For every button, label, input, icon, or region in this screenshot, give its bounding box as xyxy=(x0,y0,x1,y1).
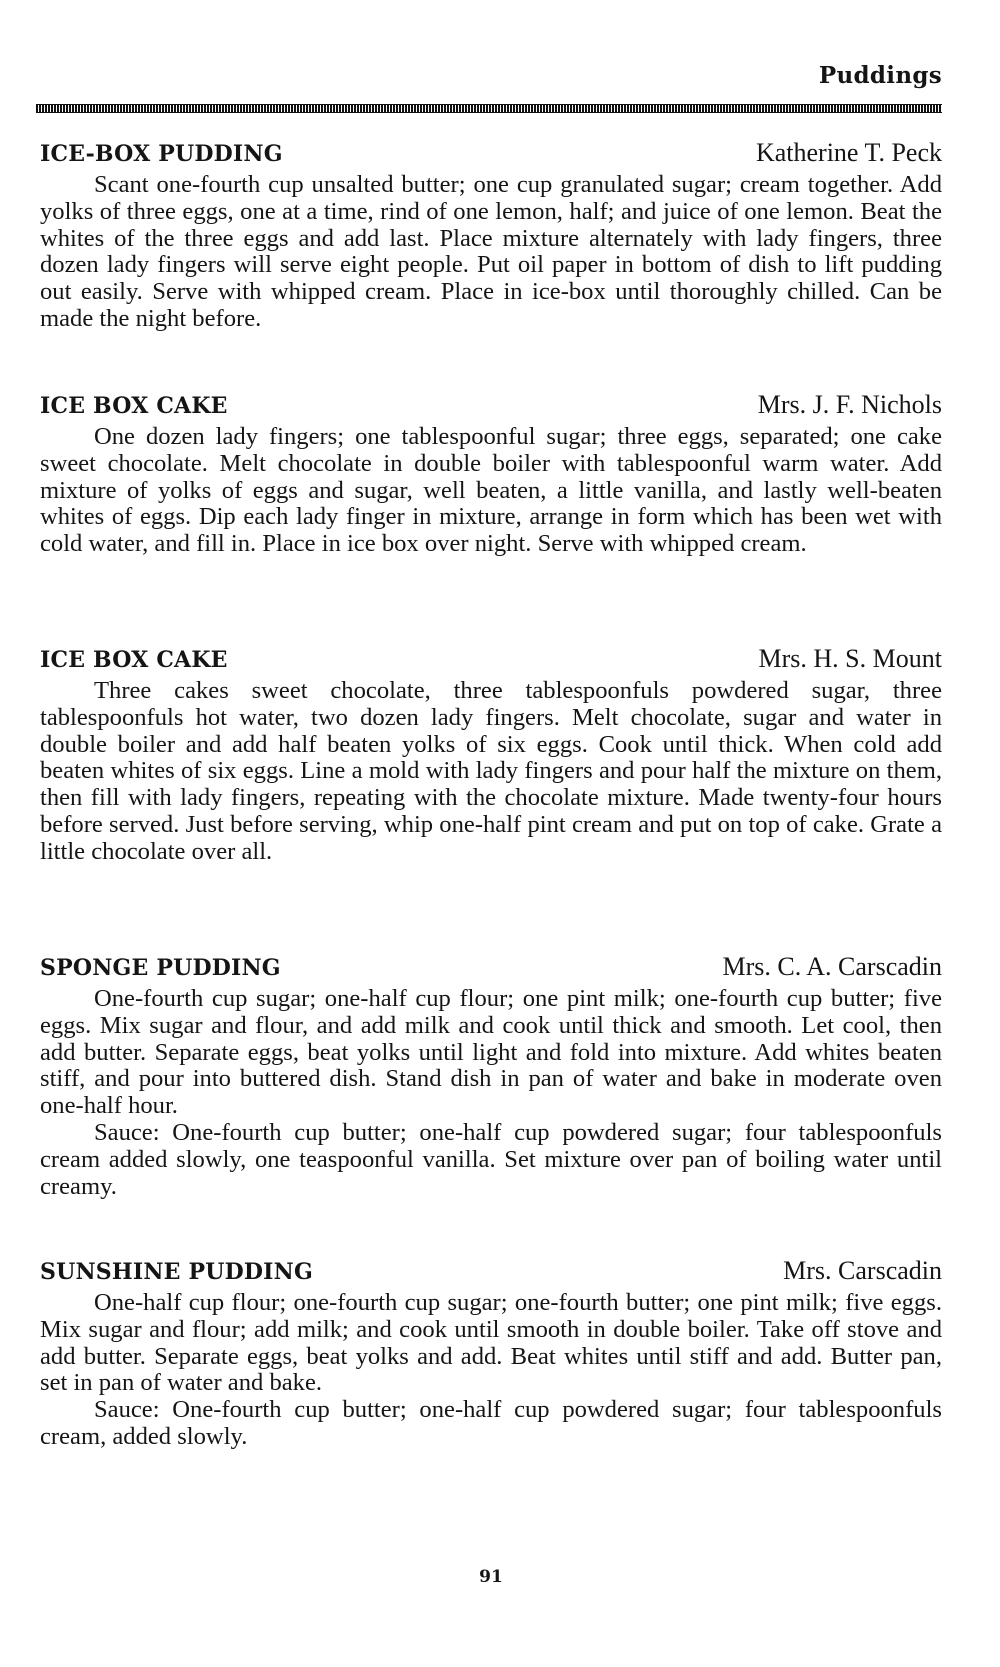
recipe-author: Mrs. C. A. Carscadin xyxy=(722,952,942,981)
recipe-instructions: Three cakes sweet chocolate, three tablespoonfuls powdered sugar, three tablespoonfuls hot water, two dozen lady fingers. Melt chocolate, sugar and water in double boiler and add half beaten yolks of six eggs. Cook until thick. When cold add beaten whites of six eggs. Line a mold with lady fingers and pour half the mixture on them, then fill with lady fingers, repeating with the chocolate mixture. Made twenty-four hours before served. Just before serving, whip one-half pint cream and put on top of cake. Grate a little chocolate over all. xyxy=(40,677,942,865)
recipe-author: Mrs. J. F. Nichols xyxy=(757,390,942,419)
recipe-instructions: One-half cup flour; one-fourth cup sugar; one-fourth butter; one pint milk; five eggs. Mix sugar and flour; add milk; and cook until smooth in double boiler. Take off stove and add butter. Separate eggs, beat yolks and add. Beat whites until stiff and add. Butter pan, set in pan of water and bake. xyxy=(40,1289,942,1397)
recipe-ice-box-cake-mount xyxy=(40,644,942,866)
recipe-author: Mrs. H. S. Mount xyxy=(758,644,942,673)
recipe-title: ICE-BOX PUDDING xyxy=(40,141,283,167)
recipe-title: SPONGE PUDDING xyxy=(40,955,281,981)
recipe-header xyxy=(40,644,942,678)
running-head: Puddings xyxy=(818,62,942,89)
header-rule xyxy=(36,104,942,113)
recipe-header xyxy=(40,390,942,424)
recipe-header xyxy=(40,1256,942,1290)
recipe-sauce: Sauce: One-fourth cup butter; one-half cup powdered sugar; four tablespoonfuls cream added slowly, one teaspoonful vanilla. Set mixture over pan of boiling water until creamy. xyxy=(40,1118,942,1200)
book-page xyxy=(40,0,942,1667)
recipe-author: Katherine T. Peck xyxy=(755,138,942,167)
page-number: 91 xyxy=(479,1567,503,1587)
recipe-instructions: One-fourth cup sugar; one-half cup flour; one pint milk; one-fourth cup butter; five eggs. Mix sugar and flour, and add milk and cook until thick and smooth. Let cool, then add butter. Separate eggs, beat yolks until light and fold into mixture. Add whites beaten stiff, and pour into buttered dish. Stand dish in pan of water and bake in moderate oven one-half hour. xyxy=(40,985,942,1120)
recipe-author: Mrs. Carscadin xyxy=(783,1256,942,1285)
recipe-instructions: One dozen lady fingers; one tablespoonful sugar; three eggs, separated; one cake sweet chocolate. Melt chocolate in double boiler with tablespoonful warm water. Add mixture of yolks of eggs and sugar, well beaten, a little vanilla, and lastly well-beaten whites of eggs. Dip each lady finger in mixture, arrange in form which has been wet with cold water, and fill in. Place in ice box over night. Serve with whipped cream. xyxy=(40,423,942,558)
recipe-ice-box-cake-nichols xyxy=(40,390,942,558)
recipe-sunshine-pudding xyxy=(40,1256,942,1451)
recipe-instructions: Scant one-fourth cup unsalted butter; one cup granulated sugar; cream together. Add yolks of three eggs, one at a time, rind of one lemon, half; and juice of one lemon. Beat the whites of the three eggs and add last. Place mixture alternately with lady fingers, three dozen lady fingers will serve eight people. Put oil paper in bottom of dish to lift pudding out easily. Serve with whipped cream. Place in ice-box until thoroughly chilled. Can be made the night before. xyxy=(40,171,942,332)
recipe-sauce: Sauce: One-fourth cup butter; one-half cup powdered sugar; four tablespoonfuls cream, added slowly. xyxy=(40,1396,942,1450)
recipe-header xyxy=(40,138,942,172)
recipe-ice-box-pudding xyxy=(40,138,942,333)
recipe-title: SUNSHINE PUDDING xyxy=(40,1259,313,1285)
recipe-header xyxy=(40,952,942,986)
recipe-title: ICE BOX CAKE xyxy=(40,647,228,673)
recipe-title: ICE BOX CAKE xyxy=(40,393,228,419)
recipe-sponge-pudding xyxy=(40,952,942,1200)
